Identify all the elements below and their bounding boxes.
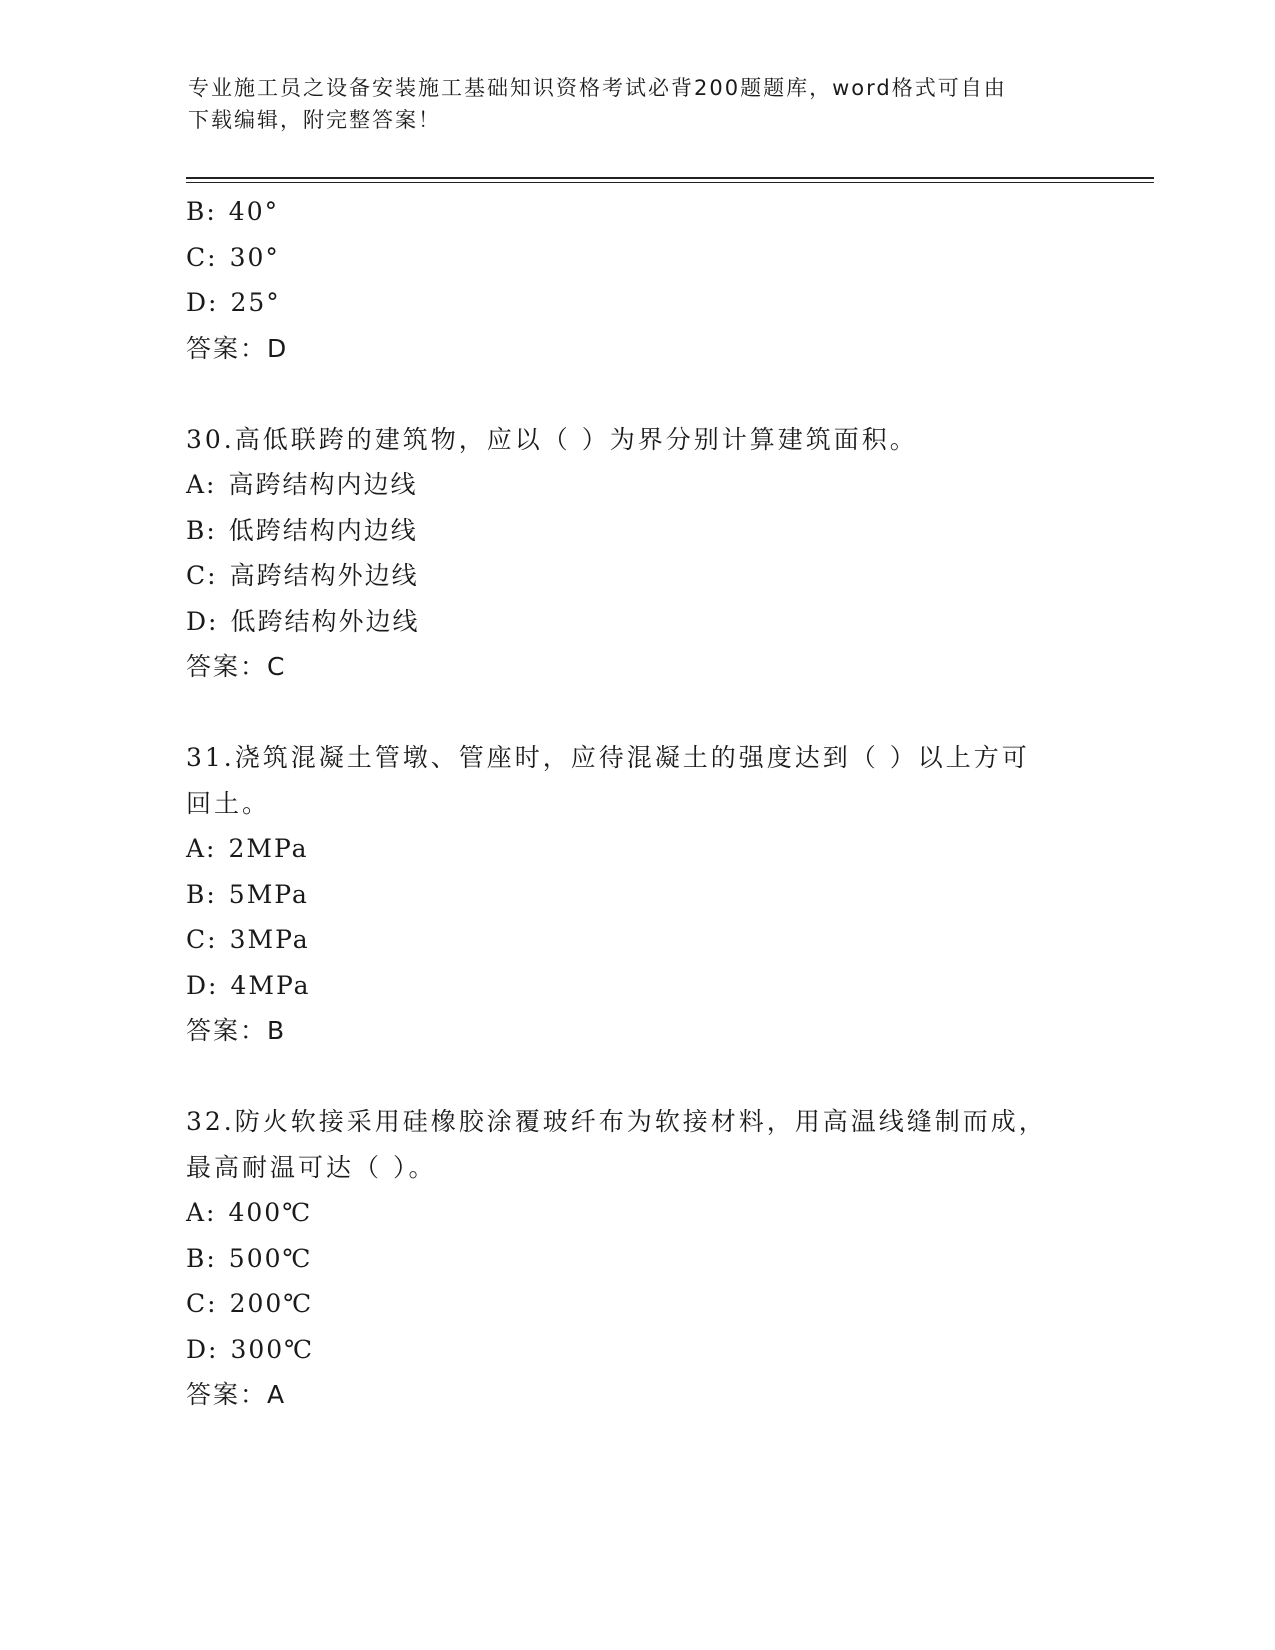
spacer [186, 690, 1086, 736]
option-row [186, 508, 1086, 554]
option-label: D: [186, 606, 219, 636]
option-label: D: [186, 288, 219, 317]
header-divider-thin [186, 182, 1154, 183]
question-text-continued: 回土。 [186, 788, 271, 818]
option-label: B: [186, 197, 217, 226]
option-text: 低跨结构内边线 [228, 515, 418, 545]
option-label: A: [186, 1198, 217, 1227]
option-label: C: [186, 1289, 218, 1318]
option-text: 高跨结构内边线 [228, 470, 418, 499]
answer-line: 答案：C [186, 652, 287, 681]
option-text: 400℃ [228, 1198, 313, 1227]
option-label: D: [186, 1334, 219, 1364]
question-32 [186, 1099, 1086, 1418]
option-text: 4MPa [230, 970, 311, 1000]
question-31 [186, 735, 1086, 1054]
option-text: 高跨结构外边线 [229, 561, 419, 590]
question-text: 30.高低联跨的建筑物，应以（ ）为界分别计算建筑面积。 [186, 424, 918, 454]
option-row [186, 872, 1086, 918]
option-label: B: [186, 1243, 217, 1273]
option-text: 25° [230, 288, 281, 317]
option-text: 低跨结构外边线 [230, 606, 420, 636]
option-text: 40° [228, 197, 280, 226]
question-text: 32.防火软接采用硅橡胶涂覆玻纤布为软接材料，用高温线缝制而成， [186, 1107, 1047, 1136]
option-label: B: [186, 879, 217, 909]
option-label: C: [186, 925, 218, 954]
option-row [186, 280, 1086, 326]
option-row [186, 235, 1086, 281]
question-30 [186, 417, 1086, 690]
option-row [186, 917, 1086, 963]
option-text: 300℃ [230, 1334, 315, 1364]
option-text: 3MPa [229, 925, 310, 954]
option-label: A: [186, 470, 217, 499]
option-row [186, 826, 1086, 872]
option-row [186, 553, 1086, 599]
option-row [186, 1236, 1086, 1282]
document-header [188, 72, 1068, 136]
option-text: 30° [229, 242, 280, 272]
question-text-continued: 最高耐温可达（ ）。 [186, 1152, 437, 1182]
header-title-line-1: 专业施工员之设备安装施工基础知识资格考试必背200题题库，word格式可自由 [188, 76, 1007, 100]
option-text: 500℃ [228, 1243, 313, 1273]
option-row [186, 963, 1086, 1009]
spacer [186, 371, 1086, 417]
option-row [186, 189, 1086, 235]
spacer [186, 1054, 1086, 1100]
header-title-line-2: 下载编辑，附完整答案！ [188, 108, 441, 132]
answer-line: 答案：D [186, 333, 289, 363]
option-label: B: [186, 515, 217, 545]
question-29-continued [186, 189, 1086, 371]
option-text: 200℃ [229, 1289, 314, 1318]
question-list [186, 189, 1086, 1418]
option-label: C: [186, 242, 218, 272]
answer-line: 答案：B [186, 1016, 287, 1045]
option-row [186, 462, 1086, 508]
answer-line: 答案：A [186, 1380, 287, 1409]
option-text: 5MPa [228, 879, 309, 909]
option-row [186, 1190, 1086, 1236]
option-row [186, 599, 1086, 645]
option-label: A: [186, 834, 217, 863]
option-label: C: [186, 561, 218, 590]
header-divider-thick [186, 177, 1154, 179]
option-row [186, 1281, 1086, 1327]
option-row [186, 1327, 1086, 1373]
option-label: D: [186, 970, 219, 1000]
option-text: 2MPa [228, 834, 309, 863]
question-text: 31.浇筑混凝土管墩、管座时，应待混凝土的强度达到（ ）以上方可 [186, 743, 1030, 772]
